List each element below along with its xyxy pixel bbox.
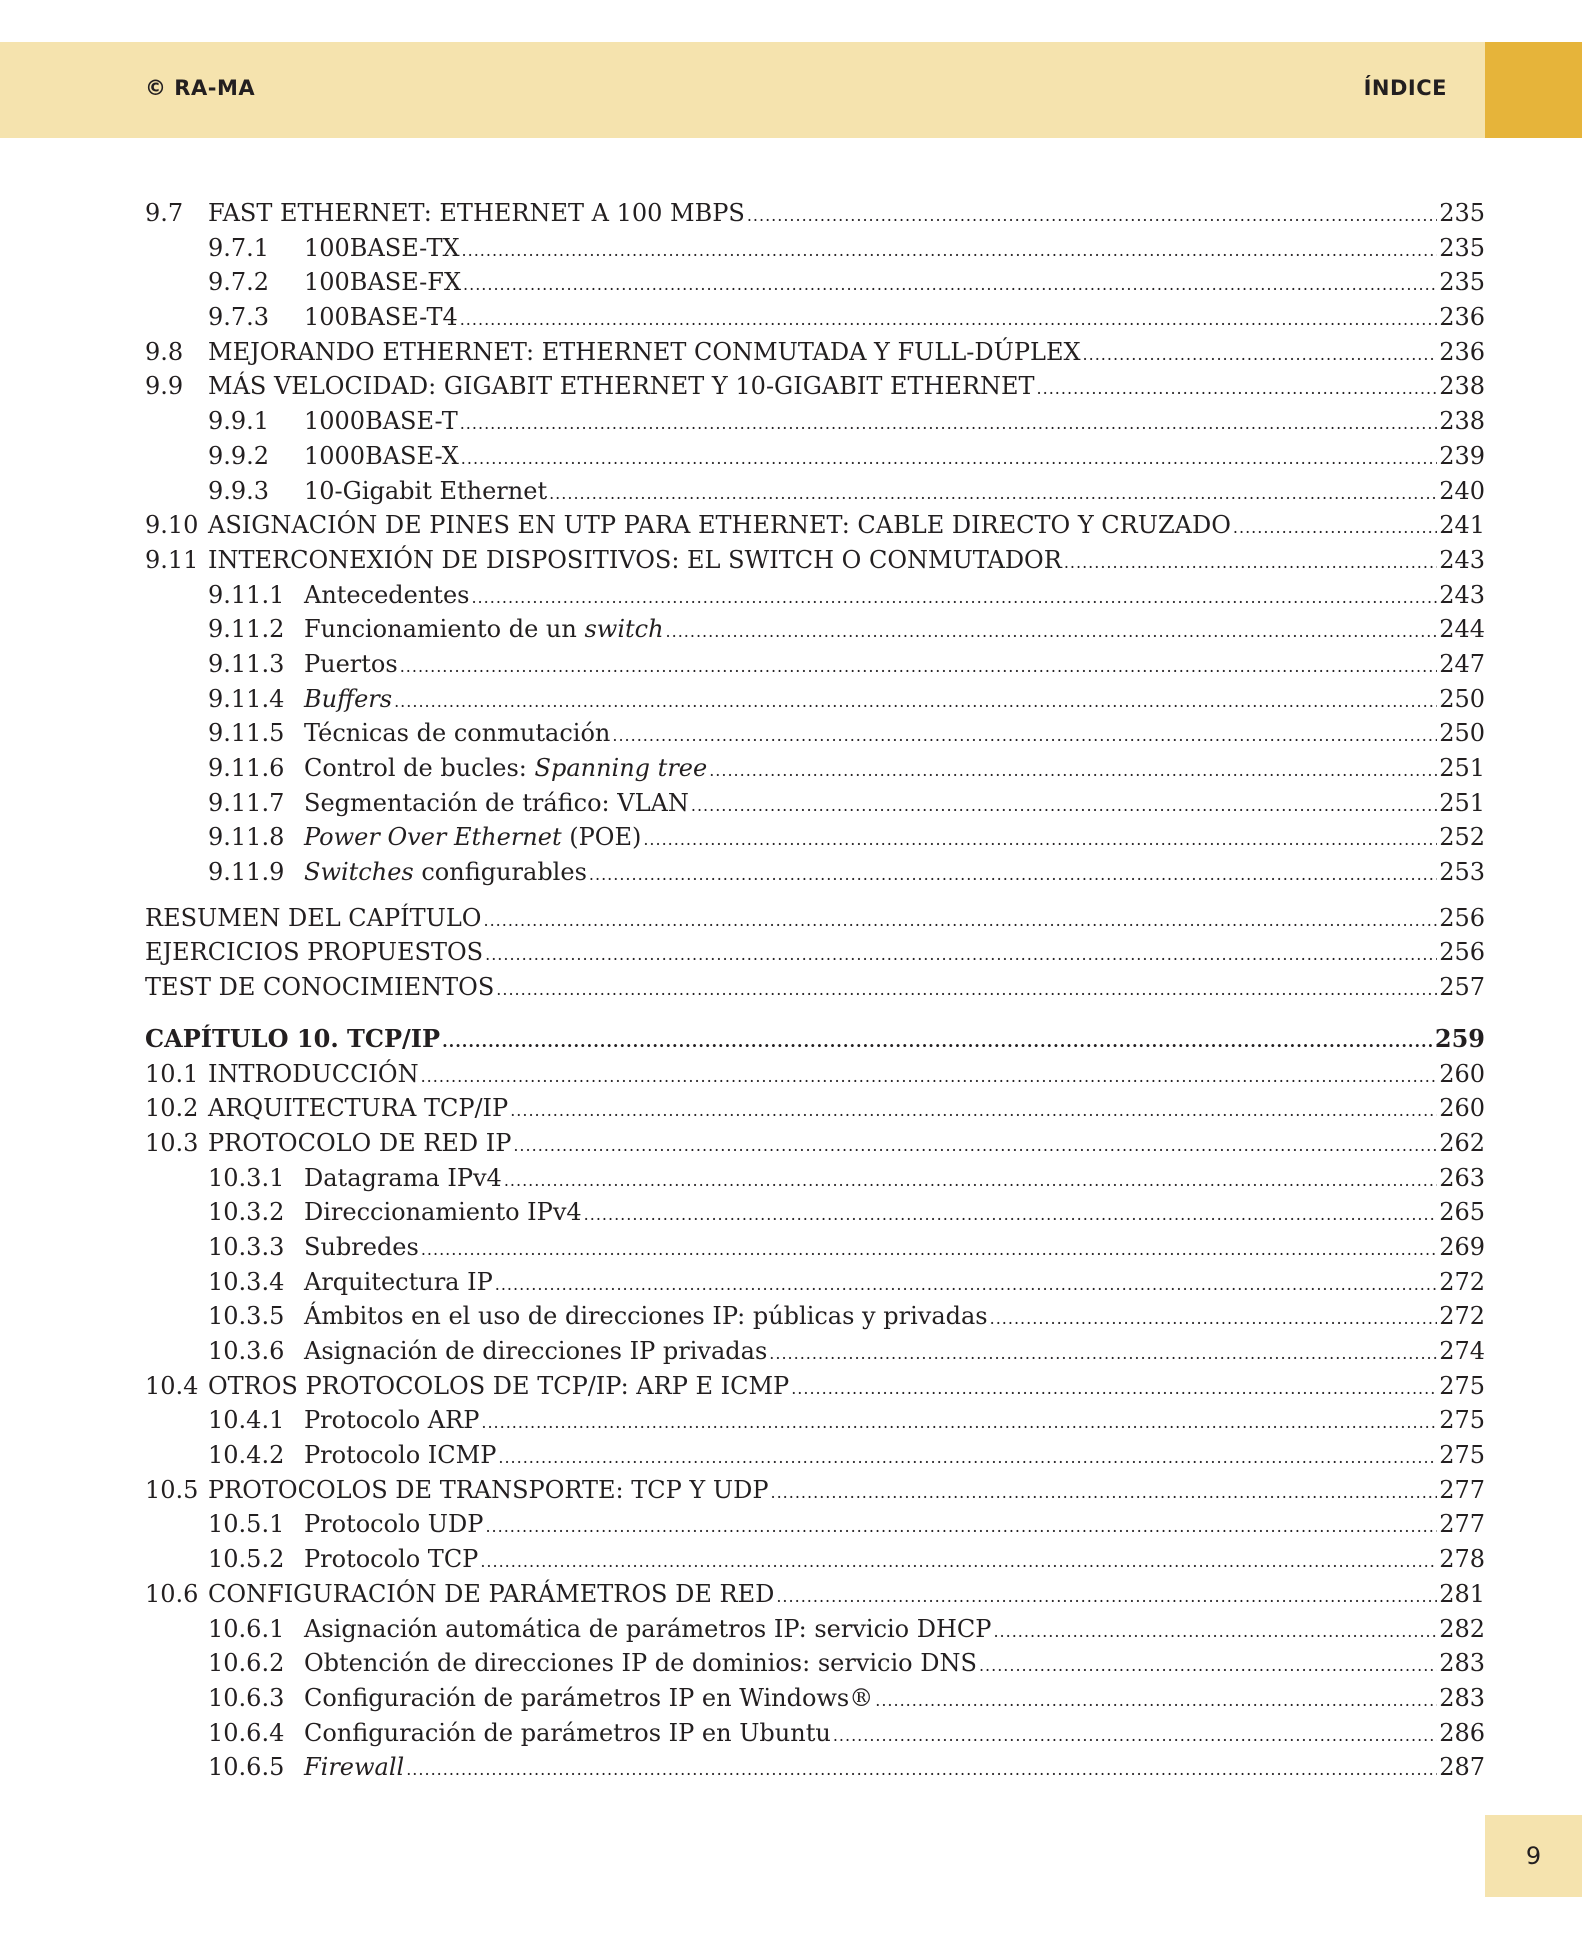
toc-entry-page: 263 xyxy=(1439,1163,1485,1192)
toc-entry-number: 9.11.5 xyxy=(208,719,285,748)
toc-entry-title: INTERCONEXIÓN DE DISPOSITIVOS: EL SWITCH O CONMUTADOR xyxy=(208,545,1062,574)
toc-entry-title-italic: Power Over Ethernet xyxy=(304,823,562,852)
toc-entry-number: 10.6.1 xyxy=(208,1614,285,1643)
toc-entry-title: PROTOCOLOS DE TRANSPORTE: TCP Y UDP xyxy=(208,1475,769,1504)
toc-dot-leader xyxy=(979,1649,1437,1684)
toc-entry-page: 235 xyxy=(1439,268,1485,297)
toc-entry-title: Configuración de parámetros IP en Ubuntu xyxy=(304,1718,831,1747)
toc-entry-page: 236 xyxy=(1439,337,1485,366)
toc-dot-leader xyxy=(875,1684,1437,1719)
toc-entry[interactable] xyxy=(145,1403,1485,1438)
toc-entry-page: 283 xyxy=(1439,1683,1485,1712)
toc-entry-page: 241 xyxy=(1439,511,1485,540)
toc-entry-number: 9.7.3 xyxy=(208,303,270,332)
toc-entry[interactable] xyxy=(145,612,1485,647)
toc-entry-number: 10.6.4 xyxy=(208,1718,285,1747)
toc-dot-leader xyxy=(771,1476,1438,1511)
header-accent-tab xyxy=(1485,42,1582,138)
toc-entry-page: 250 xyxy=(1439,684,1485,713)
toc-entry-number: 9.11.6 xyxy=(208,754,285,782)
toc-entry-title: Protocolo ARP xyxy=(304,1406,480,1435)
toc-entry-title: Protocolo UDP xyxy=(304,1510,484,1539)
toc-entry-title: CAPÍTULO 10. TCP/IP xyxy=(145,1023,441,1053)
toc-dot-leader xyxy=(833,1719,1437,1754)
toc-entry-title: Protocolo TCP xyxy=(304,1545,479,1574)
toc-entry-page: 281 xyxy=(1439,1579,1485,1608)
toc-entry-page: 275 xyxy=(1439,1406,1485,1435)
toc-dot-leader xyxy=(513,1129,1437,1164)
toc-entry[interactable] xyxy=(145,1681,1485,1716)
toc-entry-title: RESUMEN DEL CAPÍTULO xyxy=(145,903,482,932)
toc-entry-number: 10.2 xyxy=(145,1094,199,1123)
toc-entry-page: 238 xyxy=(1439,372,1485,401)
toc-entry-number: 9.9.2 xyxy=(208,441,270,470)
toc-entry[interactable] xyxy=(145,543,1485,578)
toc-entry-title-italic: Switches xyxy=(304,858,414,887)
page-number: 9 xyxy=(1525,1842,1542,1870)
toc-entry-title: MEJORANDO ETHERNET: ETHERNET CONMUTADA Y FULL-DÚPLEX xyxy=(208,337,1081,366)
toc-dot-leader xyxy=(400,650,1437,685)
toc-entry-page: 251 xyxy=(1439,788,1485,817)
toc-entry-number: 9.10 xyxy=(145,511,199,540)
toc-entry[interactable] xyxy=(145,265,1485,300)
toc-entry-number: 9.11.8 xyxy=(208,823,285,852)
toc-entry-title: OTROS PROTOCOLOS DE TCP/IP: ARP E ICMP xyxy=(208,1371,790,1400)
toc-entry[interactable] xyxy=(145,1161,1485,1196)
toc-entry-number: 10.4.2 xyxy=(208,1441,285,1470)
toc-entry-title: 1000BASE-T xyxy=(304,407,458,436)
toc-entry-page: 275 xyxy=(1439,1441,1485,1470)
toc-entry-number: 10.3.3 xyxy=(208,1232,285,1261)
publisher-label: © RA-MA xyxy=(145,76,256,100)
toc-entry-number: 10.3 xyxy=(145,1128,199,1157)
toc-entry-number: 9.7 xyxy=(145,199,184,227)
toc-entry-number: 9.9.3 xyxy=(208,476,270,505)
toc-entry[interactable] xyxy=(145,335,1485,370)
toc-entry-page: 236 xyxy=(1439,303,1485,332)
toc-entry-page: 238 xyxy=(1439,407,1485,436)
toc-entry[interactable] xyxy=(145,1577,1485,1612)
toc-entry-title: Protocolo ICMP xyxy=(304,1441,497,1470)
toc-entry-title xyxy=(304,855,587,890)
toc-entry-page: 272 xyxy=(1439,1267,1485,1296)
toc-entry-page: 243 xyxy=(1439,545,1485,574)
toc-dot-leader xyxy=(460,303,1437,338)
toc-dot-leader xyxy=(480,1545,1437,1580)
toc-entry-number: 10.3.4 xyxy=(208,1267,285,1296)
toc-entry-title-part: (POE) xyxy=(561,823,642,852)
toc-entry-number: 9.11.7 xyxy=(208,788,285,817)
toc-entry-page: 277 xyxy=(1439,1510,1485,1539)
toc-entry-title xyxy=(304,682,392,717)
toc-entry-number: 9.11.1 xyxy=(208,580,285,609)
toc-entry-title: Ámbitos en el uso de direcciones IP: públicas y privadas xyxy=(304,1302,988,1331)
toc-entry-title: INTRODUCCIÓN xyxy=(208,1059,419,1088)
toc-entry-title: Antecedentes xyxy=(304,580,470,609)
toc-entry[interactable] xyxy=(145,716,1485,751)
toc-dot-leader xyxy=(442,1025,1433,1060)
toc-entry-page: 260 xyxy=(1439,1094,1485,1123)
toc-dot-leader xyxy=(498,1441,1437,1476)
toc-entry-page: 259 xyxy=(1434,1023,1485,1053)
toc-entry-page: 239 xyxy=(1439,441,1485,470)
toc-entry-title: ARQUITECTURA TCP/IP xyxy=(208,1094,509,1123)
toc-entry-number: 9.9 xyxy=(145,372,184,401)
toc-entry-title: Segmentación de tráfico: VLAN xyxy=(304,788,689,817)
toc-dot-leader xyxy=(485,1510,1437,1545)
toc-entry[interactable] xyxy=(145,1473,1485,1508)
toc-dot-leader xyxy=(589,858,1437,893)
toc-entry-page: 247 xyxy=(1439,649,1485,678)
toc-entry[interactable] xyxy=(145,1716,1485,1751)
toc-entry-page: 278 xyxy=(1439,1545,1485,1574)
section-label: ÍNDICE xyxy=(1363,76,1447,100)
toc-entry-title: Puertos xyxy=(304,649,398,678)
toc-entry-title: Datagrama IPv4 xyxy=(304,1163,502,1192)
toc-dot-leader xyxy=(460,407,1437,442)
toc-entry[interactable] xyxy=(145,682,1485,717)
toc-entry-page: 257 xyxy=(1439,973,1485,1002)
toc-entry-page: 274 xyxy=(1439,1337,1485,1365)
toc-entry-title: Obtención de direcciones IP de dominios: servicio DNS xyxy=(304,1649,977,1678)
toc-dot-leader xyxy=(612,719,1437,754)
toc-entry[interactable] xyxy=(145,935,1485,970)
toc-entry-title: Asignación de direcciones IP privadas xyxy=(304,1337,768,1365)
toc-dot-leader xyxy=(709,754,1437,789)
toc-entry-number: 9.11.3 xyxy=(208,649,285,678)
toc-entry-page: 252 xyxy=(1439,823,1485,852)
toc-dot-leader xyxy=(1037,372,1438,407)
toc-entry-title: Subredes xyxy=(304,1232,419,1261)
toc-entry-number: 10.6.3 xyxy=(208,1683,285,1712)
toc-entry-page: 235 xyxy=(1439,233,1485,262)
toc-entry-page: 250 xyxy=(1439,719,1485,748)
toc-entry-number: 9.11.4 xyxy=(208,684,285,713)
toc-entry[interactable] xyxy=(145,1299,1485,1334)
toc-dot-leader xyxy=(462,234,1438,269)
toc-entry[interactable] xyxy=(145,786,1485,821)
toc-entry-page: 265 xyxy=(1439,1198,1485,1227)
toc-entry[interactable] xyxy=(145,300,1485,335)
toc-entry[interactable] xyxy=(145,369,1485,404)
toc-entry-number: 10.6.2 xyxy=(208,1649,285,1678)
toc-entry-number: 10.4 xyxy=(145,1371,199,1400)
toc-entry[interactable] xyxy=(145,751,1485,786)
toc-entry-title: PROTOCOLO DE RED IP xyxy=(208,1128,512,1157)
toc-entry[interactable] xyxy=(145,820,1485,855)
toc-entry-title: TEST DE CONOCIMIENTOS xyxy=(145,973,495,1002)
toc-entry-title: 100BASE-T4 xyxy=(304,303,458,332)
toc-entry-page: 269 xyxy=(1439,1232,1485,1261)
toc-entry-number: 9.7.2 xyxy=(208,268,270,297)
toc-dot-leader xyxy=(747,199,1437,234)
toc-entry[interactable] xyxy=(145,508,1485,543)
toc-entry-title-italic: switch xyxy=(584,615,664,644)
toc-entry-title: 1000BASE-X xyxy=(304,441,459,470)
toc-entry-title xyxy=(304,612,664,647)
toc-entry-title-part: configurables xyxy=(413,858,587,887)
toc-entry-title-part: Funcionamiento de un xyxy=(304,615,585,644)
toc-entry[interactable] xyxy=(145,474,1485,509)
toc-entry[interactable] xyxy=(145,1646,1485,1681)
toc-entry-title: Direccionamiento IPv4 xyxy=(304,1198,582,1227)
toc-entry-page: 244 xyxy=(1439,615,1485,644)
toc-entry-page: 240 xyxy=(1439,476,1485,505)
toc-dot-leader xyxy=(496,973,1437,1008)
toc-entry-number: 10.3.6 xyxy=(208,1337,285,1365)
toc-entry-page: 262 xyxy=(1439,1128,1485,1157)
toc-dot-leader xyxy=(1233,511,1437,546)
toc-dot-leader xyxy=(643,823,1437,858)
toc-entry[interactable] xyxy=(145,1022,1485,1057)
toc-entry[interactable] xyxy=(145,1438,1485,1473)
toc-entry[interactable] xyxy=(145,901,1485,936)
toc-entry-page: 253 xyxy=(1439,858,1485,887)
toc-dot-leader xyxy=(1064,546,1437,581)
toc-entry-number: 10.6 xyxy=(145,1579,199,1608)
toc-entry[interactable] xyxy=(145,1091,1485,1126)
toc-dot-leader xyxy=(485,938,1437,973)
toc-entry-title: Arquitectura IP xyxy=(304,1267,493,1296)
toc-entry-number: 9.11.2 xyxy=(208,615,285,644)
toc-entry[interactable] xyxy=(145,1612,1485,1647)
toc-entry-title: 100BASE-FX xyxy=(304,268,462,297)
toc-entry-title: FAST ETHERNET: ETHERNET A 100 MBPS xyxy=(208,199,745,227)
toc-dot-leader xyxy=(791,1372,1437,1407)
toc-entry-number: 10.5.2 xyxy=(208,1545,285,1574)
toc-entry-title: Configuración de parámetros IP en Windows® xyxy=(304,1683,874,1712)
toc-entry-number: 10.3.2 xyxy=(208,1198,285,1227)
toc-entry-page: 277 xyxy=(1439,1475,1485,1504)
toc-entry[interactable] xyxy=(145,1126,1485,1161)
toc-dot-leader xyxy=(406,1753,1437,1788)
toc-entry-page: 256 xyxy=(1439,903,1485,932)
toc-entry[interactable] xyxy=(145,1265,1485,1300)
toc-entry-page: 272 xyxy=(1439,1302,1485,1331)
toc-dot-leader xyxy=(421,1233,1437,1268)
table-of-contents xyxy=(145,196,1485,1785)
toc-entry-title: ASIGNACIÓN DE PINES EN UTP PARA ETHERNET: CABLE DIRECTO Y CRUZADO xyxy=(208,511,1231,540)
toc-dot-leader xyxy=(394,685,1437,720)
toc-dot-leader xyxy=(495,1268,1437,1303)
toc-dot-leader xyxy=(769,1337,1437,1372)
toc-entry[interactable] xyxy=(145,1057,1485,1092)
toc-entry[interactable] xyxy=(145,1507,1485,1542)
toc-entry-number: 10.3.1 xyxy=(208,1163,285,1192)
toc-entry-page: 235 xyxy=(1439,199,1485,227)
toc-entry-page: 260 xyxy=(1439,1059,1485,1088)
toc-dot-leader xyxy=(483,904,1437,939)
toc-entry[interactable] xyxy=(145,231,1485,266)
toc-entry-page: 243 xyxy=(1439,580,1485,609)
toc-dot-leader xyxy=(471,581,1437,616)
toc-entry-page: 287 xyxy=(1439,1753,1485,1782)
toc-dot-leader xyxy=(990,1302,1438,1337)
toc-entry[interactable] xyxy=(145,855,1485,890)
toc-entry-title: 100BASE-TX xyxy=(304,233,460,262)
toc-dot-leader xyxy=(481,1406,1437,1441)
toc-entry-number: 10.4.1 xyxy=(208,1406,285,1435)
toc-dot-leader xyxy=(691,789,1437,824)
toc-entry-title xyxy=(304,1750,404,1785)
toc-entry-page: 275 xyxy=(1439,1371,1485,1400)
toc-entry-title: CONFIGURACIÓN DE PARÁMETROS DE RED xyxy=(208,1579,775,1608)
toc-dot-leader xyxy=(510,1094,1437,1129)
toc-entry[interactable] xyxy=(145,196,1485,231)
toc-entry-title: EJERCICIOS PROPUESTOS xyxy=(145,938,484,967)
toc-entry[interactable] xyxy=(145,1230,1485,1265)
toc-entry-number: 10.5 xyxy=(145,1475,199,1504)
toc-dot-leader xyxy=(993,1615,1437,1650)
toc-entry-title-part: Control de bucles: xyxy=(304,754,535,782)
toc-entry[interactable] xyxy=(145,1195,1485,1230)
toc-dot-leader xyxy=(421,1060,1438,1095)
toc-entry-title: MÁS VELOCIDAD: GIGABIT ETHERNET Y 10-GIGABIT ETHERNET xyxy=(208,372,1035,401)
toc-entry-page: 286 xyxy=(1439,1718,1485,1747)
toc-entry-number: 9.11 xyxy=(145,545,199,574)
toc-dot-leader xyxy=(1083,338,1438,373)
toc-entry[interactable] xyxy=(145,1750,1485,1785)
toc-entry-page: 283 xyxy=(1439,1649,1485,1678)
toc-entry-title xyxy=(304,751,707,786)
toc-entry-title-italic: Spanning tree xyxy=(534,754,708,782)
toc-dot-leader xyxy=(549,477,1437,512)
toc-entry-page: 251 xyxy=(1439,754,1485,782)
toc-entry-title: 10-Gigabit Ethernet xyxy=(304,476,548,505)
toc-dot-leader xyxy=(461,442,1437,477)
toc-entry[interactable] xyxy=(145,404,1485,439)
toc-entry[interactable] xyxy=(145,578,1485,613)
toc-dot-leader xyxy=(463,268,1437,303)
toc-entry[interactable] xyxy=(145,439,1485,474)
toc-entry-title xyxy=(304,820,641,855)
toc-dot-leader xyxy=(776,1580,1437,1615)
toc-entry-page: 256 xyxy=(1439,938,1485,967)
toc-entry[interactable] xyxy=(145,647,1485,682)
toc-dot-leader xyxy=(504,1164,1437,1199)
toc-dot-leader xyxy=(584,1198,1438,1233)
toc-entry-title-italic: Buffers xyxy=(304,684,393,713)
toc-entry[interactable] xyxy=(145,970,1485,1005)
toc-entry-number: 9.8 xyxy=(145,337,184,366)
toc-entry-number: 10.3.5 xyxy=(208,1302,285,1331)
toc-entry-number: 10.1 xyxy=(145,1059,199,1088)
toc-dot-leader xyxy=(666,615,1438,650)
toc-entry[interactable] xyxy=(145,1369,1485,1404)
toc-entry-number: 10.5.1 xyxy=(208,1510,285,1539)
toc-entry-number: 9.7.1 xyxy=(208,233,270,262)
toc-entry[interactable] xyxy=(145,1334,1485,1369)
toc-entry-page: 282 xyxy=(1439,1614,1485,1643)
toc-entry-title: Asignación automática de parámetros IP: servicio DHCP xyxy=(304,1614,992,1643)
toc-entry-number: 9.11.9 xyxy=(208,858,285,887)
toc-entry-number: 9.9.1 xyxy=(208,407,270,436)
toc-entry-title: Técnicas de conmutación xyxy=(304,719,611,748)
toc-entry-number: 10.6.5 xyxy=(208,1753,285,1782)
toc-entry-title-italic: Firewall xyxy=(304,1753,405,1782)
toc-entry[interactable] xyxy=(145,1542,1485,1577)
